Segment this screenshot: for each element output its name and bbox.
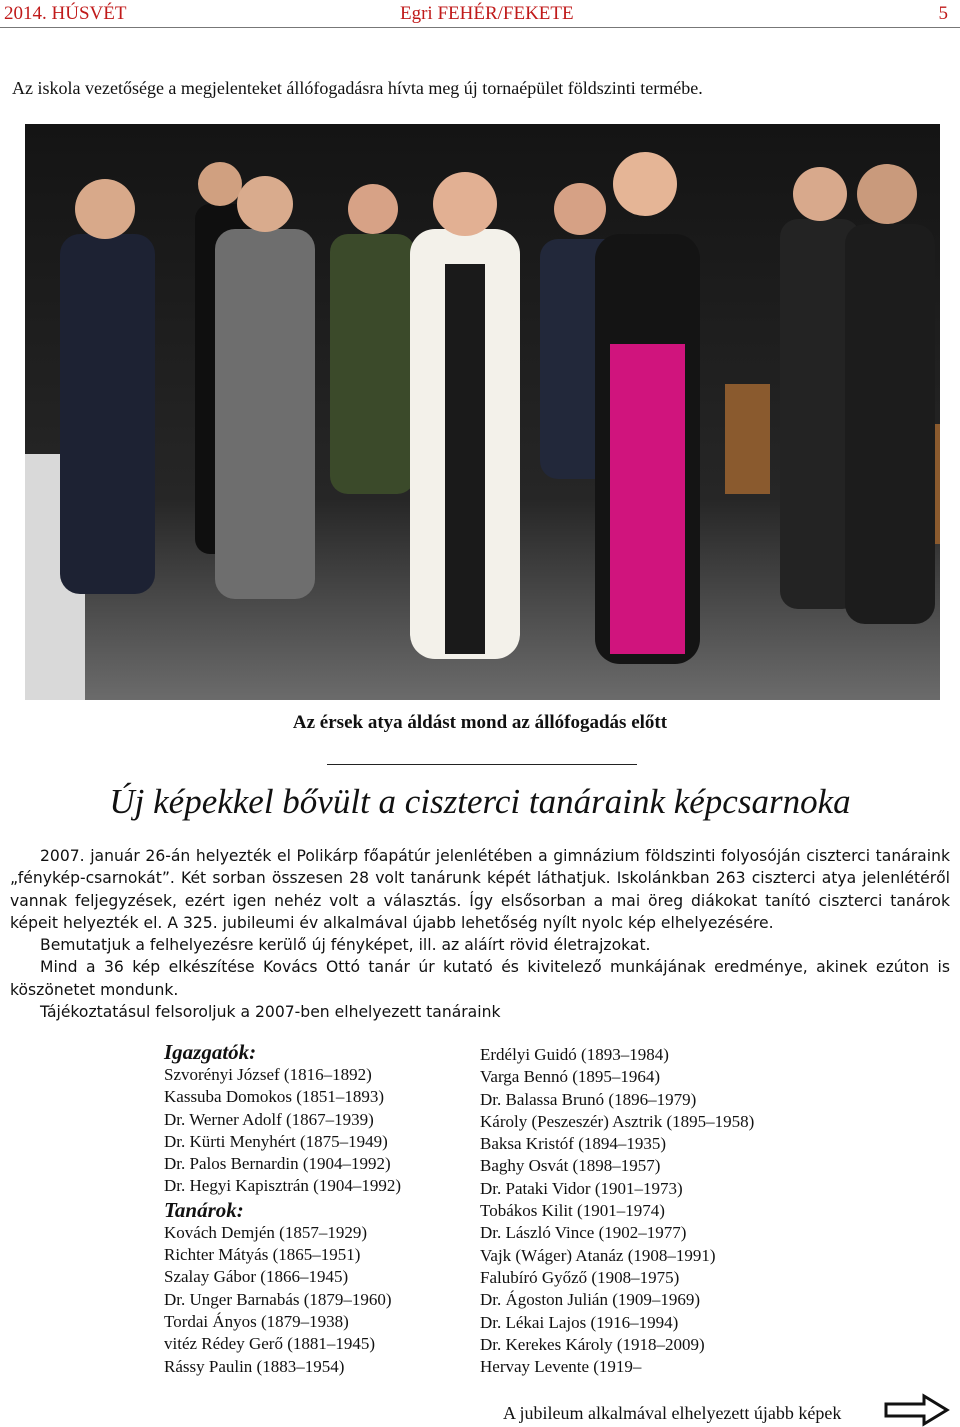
list-item: Dr. Hegyi Kapisztrán (1904–1992) (164, 1176, 402, 1196)
list-item: Károly (Peszeszér) Asztrik (1895–1958) (480, 1111, 755, 1131)
list-item: Dr. Palos Bernardin (1904–1992) (164, 1154, 391, 1174)
list-item: Tordai Ányos (1879–1938) (164, 1311, 349, 1331)
list-item: Varga Bennó (1895–1964) (480, 1067, 661, 1087)
list-item: Baghy Osvát (1898–1957) (480, 1156, 661, 1176)
teachers-heading: Tanárok: (164, 1197, 244, 1222)
list-item: Dr. Ágoston Julián (1909–1969) (480, 1290, 701, 1310)
list-item: Tobákos Kilit (1901–1974) (480, 1201, 665, 1221)
list-item: Dr. Pataki Vidor (1901–1973) (480, 1178, 683, 1198)
photo-caption: Az érsek atya áldást mond az állófogadás előtt (292, 712, 668, 733)
list-item: Kassuba Domokos (1851–1893) (164, 1087, 385, 1107)
header-publication: Egri FEHÉR/FEKETE (400, 3, 574, 24)
directors-heading: Igazgatók: (164, 1040, 257, 1064)
list-item: Dr. Lékai Lajos (1916–1994) (480, 1312, 679, 1332)
article-paragraph: Tájékoztatásul felsoroljuk a 2007-ben elhelyezett tanáraink (40, 1003, 501, 1022)
article-title: Új képekkel bővült a ciszterci tanáraink képcsarnoka (109, 782, 851, 821)
section-divider (327, 764, 637, 765)
page-number: 5 (938, 3, 948, 24)
list-item: Szvorényi József (1816–1892) (164, 1065, 372, 1084)
group-photo (25, 124, 940, 700)
list-item: Dr. Werner Adolf (1867–1939) (164, 1109, 374, 1129)
list-item: Richter Mátyás (1865–1951) (164, 1245, 361, 1265)
list-item: Baksa Kristóf (1894–1935) (480, 1134, 667, 1154)
arrow-right-icon (884, 1393, 950, 1427)
list-item: Szalay Gábor (1866–1945) (164, 1267, 349, 1287)
list-item: Dr. Kürti Menyhért (1875–1949) (164, 1131, 388, 1151)
list-item: Dr. Unger Barnabás (1879–1960) (164, 1289, 392, 1309)
list-item: Dr. Balassa Brunó (1896–1979) (480, 1089, 697, 1109)
list-item: vitéz Rédey Gerő (1881–1945) (164, 1334, 376, 1354)
list-item: Hervay Levente (1919– (480, 1357, 642, 1377)
list-left-column (164, 1040, 401, 1378)
list-item: Vajk (Wáger) Atanáz (1908–1991) (480, 1245, 716, 1265)
list-item: Kovách Demjén (1857–1929) (164, 1222, 368, 1242)
list-item: Dr. László Vince (1902–1977) (480, 1223, 687, 1243)
list-item: Erdélyi Guidó (1893–1984) (480, 1045, 669, 1064)
header-issue: 2014. HÚSVÉT (4, 3, 127, 24)
header-divider (0, 27, 960, 28)
continuation-note: A jubileum alkalmával elhelyezett újabb képek (503, 1403, 842, 1423)
article-body (10, 845, 950, 1023)
intro-text: Az iskola vezetősége a megjelenteket állófogadásra hívta meg új tornaépület földszinti termébe. (12, 78, 703, 98)
article-paragraph: Mind a 36 kép elkészítése Kovács Ottó tanár úr kutató és kivitelező munkájának eredménye, akinek ezúton is köszönetet mondunk. (10, 958, 950, 999)
page-header (0, 0, 960, 28)
article-paragraph: Bemutatjuk a felhelyezésre kerülő új fényképet, ill. az aláírt rövid életrajzokat. (40, 936, 651, 955)
list-item: Dr. Kerekes Károly (1918–2009) (480, 1334, 705, 1354)
article-paragraph: 2007. január 26-án helyezték el Polikárp főapátúr jelenlétében a gimnázium földszinti folyosóján ciszterci tanáraink „fénykép-csarnokát”. Két sorban összesen 28 volt tanárunk képét láthatjuk. Iskolánkban 263 ciszterci atya jelenlétéről vannak feljegyzések, ezért igen nehéz volt a választás. Így elsősorban a mai öreg diákokat tanító ciszterci tanárok képeit helyezték el. A 325. jubileumi év alkalmával újabb lehetőség nyílt nyolc kép elhelyezésére. (10, 847, 950, 932)
list-item: Rássy Paulin (1883–1954) (164, 1356, 345, 1376)
list-right-column (480, 1044, 754, 1378)
list-item: Falubíró Győző (1908–1975) (480, 1267, 680, 1287)
